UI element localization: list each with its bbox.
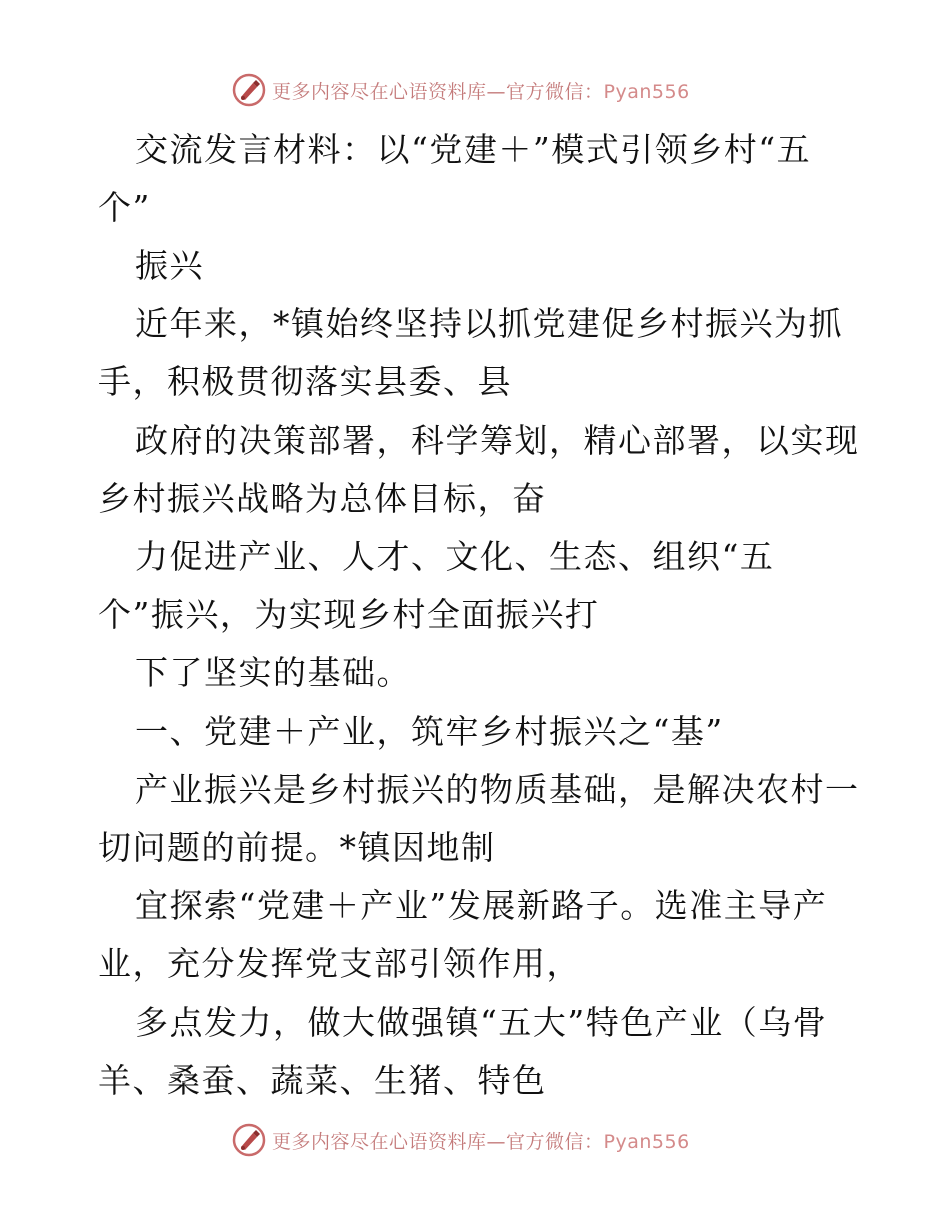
text-line: 下了坚实的基础。 [135, 653, 411, 692]
text-line: 振兴 [135, 246, 204, 285]
text-line: 多点发力，做大做强镇“五大”特色产业（乌骨 [135, 1003, 828, 1042]
text-line: 乡村振兴战略为总体目标，奋 [98, 479, 547, 518]
watermark-id: Pyan556 [603, 80, 690, 103]
text-line: 个”振兴，为实现乡村全面振兴打 [98, 595, 600, 634]
text-line: 切问题的前提。*镇因地制 [98, 828, 496, 867]
footer-watermark [232, 1120, 690, 1160]
text-line: 羊、桑蚕、蔬菜、生猪、特色 [98, 1061, 547, 1100]
text-line: 交流发言材料：以“党建＋”模式引领乡村“五 [135, 130, 812, 169]
watermark-text [272, 77, 690, 104]
text-line: 业，充分发挥党支部引领作用， [98, 944, 581, 983]
watermark-logo-icon [232, 1123, 266, 1157]
text-line: 个” [98, 188, 151, 227]
text-line: 近年来，*镇始终坚持以抓党建促乡村振兴为抓 [135, 304, 843, 343]
text-line: 力促进产业、人才、文化、生态、组织“五 [135, 537, 775, 576]
watermark-text [272, 1127, 690, 1154]
watermark-logo-icon [232, 73, 266, 107]
text-line: 宜探索“党建＋产业”发展新路子。选准主导产 [135, 886, 828, 925]
watermark-id: Pyan556 [603, 1130, 690, 1153]
watermark-main: 更多内容尽在心语资料库—官方微信： [272, 80, 604, 103]
text-line: 产业振兴是乡村振兴的物质基础，是解决农村一 [135, 770, 860, 809]
watermark-main: 更多内容尽在心语资料库—官方微信： [272, 1130, 604, 1153]
section-heading: 一、党建＋产业，筑牢乡村振兴之“基” [135, 712, 724, 751]
text-line: 政府的决策部署，科学筹划，精心部署，以实现 [135, 421, 860, 460]
text-line: 手，积极贯彻落实县委、县 [98, 362, 512, 401]
header-watermark [232, 70, 690, 110]
